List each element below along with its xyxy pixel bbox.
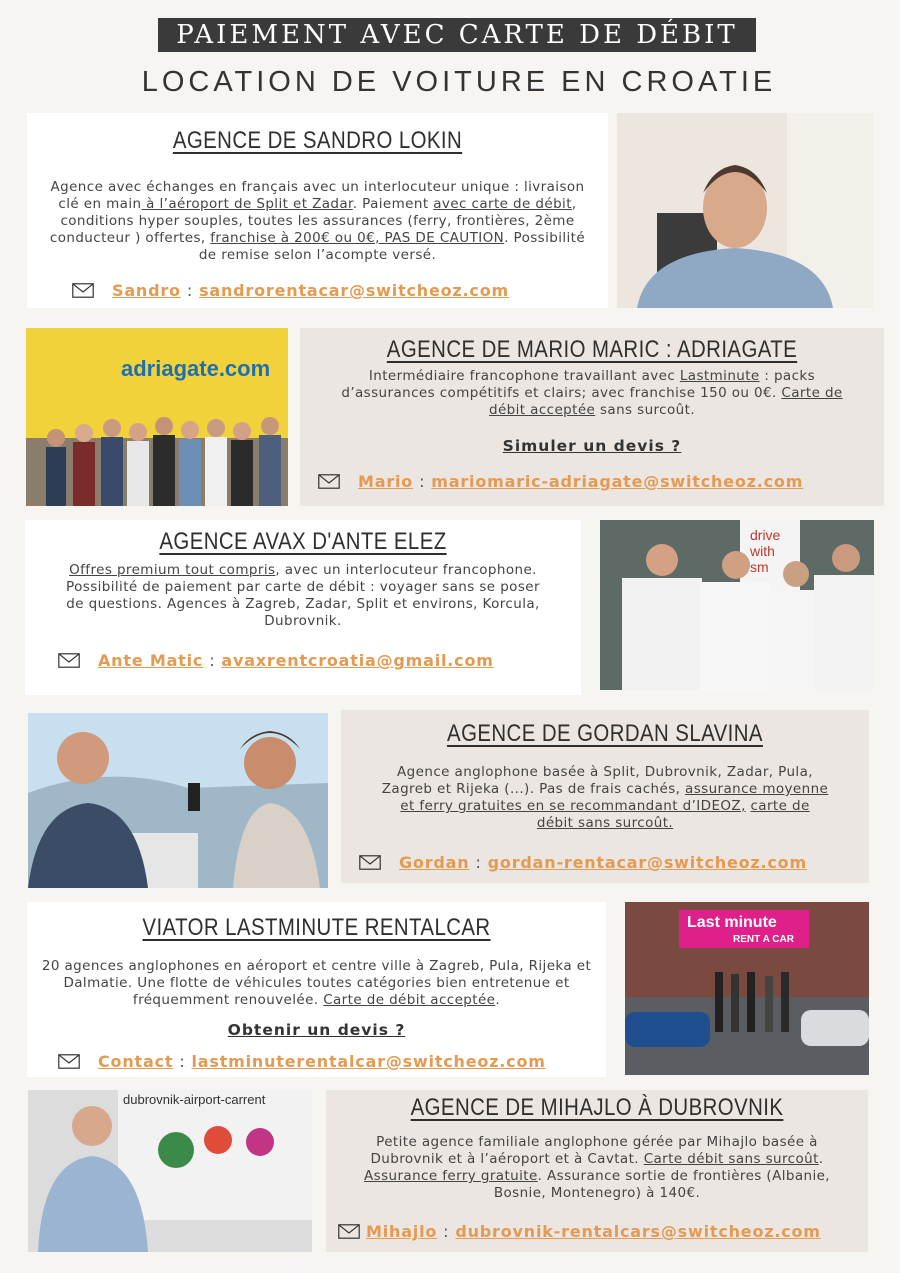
envelope-icon — [72, 283, 94, 298]
agency-description — [33, 958, 600, 1009]
description-text: sans surcoût. — [595, 402, 696, 418]
contact-line — [58, 651, 494, 670]
description-text: . Paiement — [352, 196, 434, 212]
description-text: . Assurance sortie de frontières (Albanie, Bosnie, Montenegro) à 140€. — [493, 1168, 830, 1201]
agency-card-ante — [25, 520, 581, 695]
contact-email-link[interactable]: gordan-rentacar@switcheoz.com — [487, 853, 807, 872]
description-highlight: Assurance ferry gratuite — [364, 1168, 538, 1184]
page-subtitle: LOCATION DE VOITURE EN CROATIE — [141, 66, 777, 98]
quote-link[interactable]: Simuler un devis ? — [502, 437, 682, 455]
description-highlight: avec carte de débit — [433, 196, 572, 212]
contact-name-link[interactable]: Mario — [358, 472, 414, 491]
contact-line — [338, 1222, 821, 1241]
page-banner: PAIEMENT AVEC CARTE DE DÉBIT — [158, 18, 756, 52]
description-text: . — [818, 1151, 824, 1167]
contact-email-link[interactable]: lastminuterentalcar@switcheoz.com — [191, 1052, 546, 1071]
description-text: : packs d’assurances compétitifs et clairs; avec franchise 150 ou 0€. — [341, 368, 816, 401]
description-text: , conditions hyper souples, toutes les assurances (ferry, frontières, 2ème conducteur ) offertes, — [49, 196, 577, 246]
contact-line — [72, 281, 509, 300]
description-text: . — [495, 992, 501, 1008]
separator: : — [419, 472, 426, 491]
dubrovnik-banner-text: dubrovnik-airport-carrent — [123, 1092, 266, 1107]
contact-name-link[interactable]: Ante Matic — [98, 651, 204, 670]
envelope-icon — [359, 855, 381, 870]
description-text: , avec un interlocuteur francophone. Possibilité de paiement par carte de débit : voyager sans se poser de questions. Agences à Zagreb, Zadar, Split et environs, Korcula, Dubrovnik. — [66, 562, 540, 629]
agency-description — [381, 764, 829, 832]
lastminute-sign-title: Last minute — [687, 914, 777, 931]
photo-gordan — [28, 713, 328, 888]
agency-card-mihajlo — [326, 1090, 868, 1252]
contact-line — [58, 1052, 546, 1071]
adriagate-logo-text: adriagate.com — [121, 356, 271, 381]
separator: : — [179, 1052, 186, 1071]
envelope-icon — [58, 653, 80, 668]
description-text: . Possibilité de remise selon l’acompte versé. — [198, 230, 586, 263]
drive-sign-line-3: sm — [750, 559, 769, 575]
agency-description — [65, 562, 541, 630]
agency-card-mario — [300, 328, 884, 506]
contact-email-link[interactable]: mariomaric-adriagate@switcheoz.com — [431, 472, 804, 491]
description-highlight: Lastminute — [679, 368, 760, 384]
description-highlight: Carte de débit acceptée — [488, 385, 843, 418]
description-highlight: Carte débit sans surcoût — [643, 1151, 819, 1167]
photo-avax-team — [600, 520, 874, 690]
envelope-icon — [58, 1054, 80, 1069]
description-highlight: Offres premium tout compris — [69, 562, 276, 578]
photo-mihajlo — [28, 1090, 312, 1252]
photo-lastminute-agency — [625, 902, 869, 1075]
separator: : — [475, 853, 482, 872]
separator: : — [209, 651, 216, 670]
agency-title: AGENCE DE GORDAN SLAVINA — [447, 720, 763, 747]
contact-email-link[interactable]: avaxrentcroatia@gmail.com — [221, 651, 494, 670]
description-highlight: carte de débit sans surcoût. — [536, 798, 810, 831]
agency-card-sandro — [27, 113, 608, 308]
agency-title: VIATOR LASTMINUTE RENTALCAR — [142, 914, 491, 941]
agency-title: AGENCE DE SANDRO LOKIN — [172, 127, 463, 154]
description-highlight: assurance moyenne et ferry gratuites en se recommandant d’IDEOZ, — [400, 781, 829, 814]
agency-description — [360, 1134, 834, 1202]
agency-card-viator — [27, 902, 606, 1077]
lastminute-sign-subtitle: RENT A CAR — [733, 934, 794, 945]
contact-email-link[interactable]: sandrorentacar@switcheoz.com — [199, 281, 509, 300]
agency-title: AGENCE DE MARIO MARIC : ADRIAGATE — [386, 336, 798, 363]
agency-description — [324, 368, 860, 419]
drive-sign-line-2: with — [750, 543, 775, 559]
separator: : — [443, 1222, 450, 1241]
quote-link[interactable]: Obtenir un devis ? — [227, 1021, 406, 1039]
agency-title: AGENCE DE MIHAJLO À DUBROVNIK — [410, 1094, 784, 1121]
description-text: Agence anglophone basée à Split, Dubrovnik, Zadar, Pula, Zagreb et Rijeka (...). Pas de frais cachés, — [381, 764, 813, 797]
description-text: Intermédiaire francophone travaillant avec — [368, 368, 680, 384]
contact-name-link[interactable]: Sandro — [112, 281, 181, 300]
agency-description — [49, 179, 586, 264]
description-highlight: Carte de débit acceptée — [323, 992, 496, 1008]
contact-name-link[interactable]: Mihajlo — [366, 1222, 438, 1241]
drive-sign-line-1: drive — [750, 527, 781, 543]
description-text: 20 agences anglophones en aéroport et centre ville à Zagreb, Pula, Rijeka et Dalmatie. Une flotte de véhicules toutes catégories bien entretenue et fréquemment renouvelée. — [41, 958, 592, 1008]
contact-line — [359, 853, 807, 872]
description-highlight: à l’aéroport de Split et Zadar — [141, 196, 353, 212]
photo-adriagate-team — [26, 328, 288, 506]
description-text: Petite agence familiale anglophone gérée par Mihajlo basée à Dubrovnik et à l’aéroport et à Cavtat. — [370, 1134, 818, 1167]
contact-name-link[interactable]: Gordan — [399, 853, 470, 872]
contact-name-link[interactable]: Contact — [98, 1052, 174, 1071]
envelope-icon — [318, 474, 340, 489]
photo-sandro — [617, 113, 873, 308]
envelope-icon — [338, 1224, 360, 1239]
description-highlight: franchise à 200€ ou 0€, PAS DE CAUTION — [210, 230, 505, 246]
agency-title: AGENCE AVAX D'ANTE ELEZ — [159, 528, 447, 555]
separator: : — [186, 281, 194, 300]
description-text: Agence avec échanges en français avec un interlocuteur unique : livraison clé en main — [50, 179, 585, 212]
agency-card-gordan — [341, 710, 869, 883]
contact-email-link[interactable]: dubrovnik-rentalcars@switcheoz.com — [455, 1222, 821, 1241]
contact-line — [318, 472, 803, 491]
